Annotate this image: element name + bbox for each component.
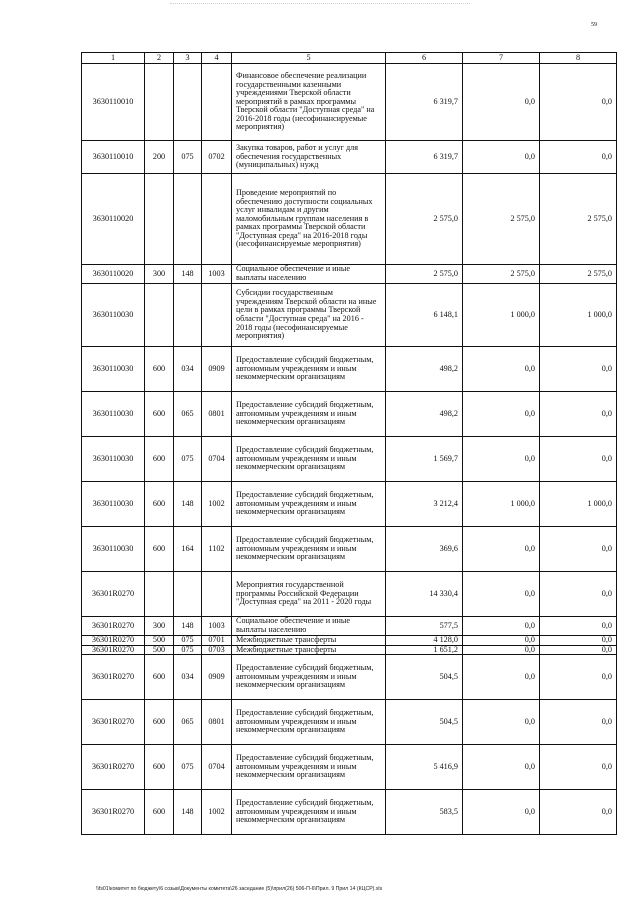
table-row	[82, 572, 617, 617]
expense-type-cell: 600	[145, 437, 174, 482]
expense-type-cell: 600	[145, 392, 174, 437]
description-cell: Предоставление субсидий бюджетным, автономным учреждениям и иным некоммерческим организациям	[232, 347, 386, 392]
table-row	[82, 645, 617, 655]
amount-cell: 6 319,7	[386, 141, 463, 174]
amount-cell: 0,0	[463, 790, 540, 835]
section-code-cell	[202, 64, 232, 141]
table-row	[82, 617, 617, 636]
amount-cell: 0,0	[463, 141, 540, 174]
department-code-cell: 148	[174, 790, 202, 835]
program-code-cell: 36301R0270	[82, 572, 145, 617]
amount-cell: 504,5	[386, 700, 463, 745]
table-row	[82, 437, 617, 482]
program-code-cell: 3630110010	[82, 141, 145, 174]
amount-cell: 1 000,0	[540, 482, 617, 527]
section-code-cell: 1003	[202, 265, 232, 284]
table-row	[82, 700, 617, 745]
amount-cell: 1 569,7	[386, 437, 463, 482]
department-code-cell: 065	[174, 392, 202, 437]
table-row	[82, 655, 617, 700]
amount-cell: 0,0	[540, 617, 617, 636]
department-code-cell: 148	[174, 482, 202, 527]
description-cell: Мероприятия государственной программы Российской Федерации "Доступная среда" на 2011 - 2020 годы	[232, 572, 386, 617]
table-body	[82, 53, 617, 835]
amount-cell: 4 128,0	[386, 636, 463, 646]
amount-cell: 2 575,0	[386, 265, 463, 284]
section-code-cell	[202, 174, 232, 265]
scan-artifact-dots	[170, 3, 470, 5]
amount-cell: 0,0	[463, 645, 540, 655]
expense-type-cell	[145, 572, 174, 617]
department-code-cell: 075	[174, 141, 202, 174]
amount-cell: 1 651,2	[386, 645, 463, 655]
department-code-cell: 164	[174, 527, 202, 572]
expense-type-cell: 600	[145, 655, 174, 700]
amount-cell: 0,0	[463, 64, 540, 141]
amount-cell: 498,2	[386, 347, 463, 392]
amount-cell: 0,0	[463, 392, 540, 437]
table-row	[82, 790, 617, 835]
department-code-cell: 075	[174, 645, 202, 655]
description-cell: Проведение мероприятий по обеспечению доступности социальных услуг инвалидам и другим маломобильным группам населения в рамках программы Тверской области "Доступная среда" на 2016-2018 годы (несофинансируемые мероприятия)	[232, 174, 386, 265]
amount-cell: 0,0	[540, 527, 617, 572]
department-code-cell: 065	[174, 700, 202, 745]
description-cell: Предоставление субсидий бюджетным, автономным учреждениям и иным некоммерческим организациям	[232, 392, 386, 437]
program-code-cell: 36301R0270	[82, 636, 145, 646]
description-cell: Финансовое обеспечение реализации государственными казенными учреждениями Тверской области мероприятий в рамках программы Тверской области "Доступная среда" на 2016-2018 годы (несофинансируемые мероприятия)	[232, 64, 386, 141]
expense-type-cell	[145, 174, 174, 265]
description-cell: Предоставление субсидий бюджетным, автономным учреждениям и иным некоммерческим организациям	[232, 700, 386, 745]
expense-type-cell: 600	[145, 347, 174, 392]
department-code-cell	[174, 174, 202, 265]
amount-cell: 0,0	[540, 745, 617, 790]
program-code-cell: 36301R0270	[82, 617, 145, 636]
department-code-cell: 148	[174, 617, 202, 636]
department-code-cell: 075	[174, 636, 202, 646]
expense-type-cell: 200	[145, 141, 174, 174]
description-cell: Предоставление субсидий бюджетным, автономным учреждениям и иным некоммерческим организациям	[232, 527, 386, 572]
column-number: 7	[463, 53, 540, 64]
amount-cell: 0,0	[540, 572, 617, 617]
amount-cell: 0,0	[463, 700, 540, 745]
description-cell: Предоставление субсидий бюджетным, автономным учреждениям и иным некоммерческим организациям	[232, 482, 386, 527]
column-number: 6	[386, 53, 463, 64]
section-code-cell: 0703	[202, 645, 232, 655]
description-cell: Социальное обеспечение и иные выплаты населению	[232, 265, 386, 284]
column-number: 8	[540, 53, 617, 64]
department-code-cell	[174, 64, 202, 141]
amount-cell: 1 000,0	[463, 284, 540, 347]
section-code-cell: 0702	[202, 141, 232, 174]
amount-cell: 0,0	[540, 392, 617, 437]
section-code-cell: 1002	[202, 790, 232, 835]
department-code-cell	[174, 572, 202, 617]
section-code-cell: 0704	[202, 745, 232, 790]
program-code-cell: 3630110030	[82, 482, 145, 527]
table-row	[82, 347, 617, 392]
column-number: 5	[232, 53, 386, 64]
expense-type-cell: 600	[145, 527, 174, 572]
expense-type-cell: 300	[145, 265, 174, 284]
description-cell: Предоставление субсидий бюджетным, автономным учреждениям и иным некоммерческим организациям	[232, 437, 386, 482]
column-number: 4	[202, 53, 232, 64]
amount-cell: 0,0	[463, 527, 540, 572]
program-code-cell: 36301R0270	[82, 655, 145, 700]
description-cell: Межбюджетные трансферты	[232, 645, 386, 655]
section-code-cell	[202, 284, 232, 347]
program-code-cell: 3630110020	[82, 174, 145, 265]
section-code-cell: 0701	[202, 636, 232, 646]
expense-type-cell	[145, 64, 174, 141]
section-code-cell: 0909	[202, 347, 232, 392]
budget-table	[81, 52, 617, 835]
amount-cell: 2 575,0	[540, 265, 617, 284]
amount-cell: 2 575,0	[540, 174, 617, 265]
program-code-cell: 3630110010	[82, 64, 145, 141]
amount-cell: 0,0	[463, 655, 540, 700]
amount-cell: 14 330,4	[386, 572, 463, 617]
department-code-cell	[174, 284, 202, 347]
program-code-cell: 36301R0270	[82, 645, 145, 655]
section-code-cell: 1002	[202, 482, 232, 527]
table-row	[82, 141, 617, 174]
amount-cell: 0,0	[540, 655, 617, 700]
section-code-cell: 0909	[202, 655, 232, 700]
file-path-footer: \\fs01\комитет по бюджету\6 созыв\Документы комитета\26 заседание (5)\прил(26) 506-П-6\Прил. 9 Прил 14 (КЦСР).xls	[96, 886, 383, 892]
amount-cell: 369,6	[386, 527, 463, 572]
expense-type-cell: 500	[145, 645, 174, 655]
amount-cell: 0,0	[463, 572, 540, 617]
amount-cell: 0,0	[463, 745, 540, 790]
table-row	[82, 284, 617, 347]
amount-cell: 3 212,4	[386, 482, 463, 527]
program-code-cell: 36301R0270	[82, 700, 145, 745]
amount-cell: 1 000,0	[540, 284, 617, 347]
section-code-cell: 0801	[202, 392, 232, 437]
table-row	[82, 482, 617, 527]
amount-cell: 0,0	[540, 700, 617, 745]
expense-type-cell: 600	[145, 745, 174, 790]
section-code-cell: 1102	[202, 527, 232, 572]
table-row	[82, 64, 617, 141]
amount-cell: 0,0	[540, 790, 617, 835]
column-number: 2	[145, 53, 174, 64]
amount-cell: 5 416,9	[386, 745, 463, 790]
expense-type-cell	[145, 284, 174, 347]
section-code-cell: 0801	[202, 700, 232, 745]
amount-cell: 0,0	[463, 636, 540, 646]
program-code-cell: 3630110030	[82, 392, 145, 437]
column-number-row	[82, 53, 617, 64]
amount-cell: 0,0	[540, 437, 617, 482]
amount-cell: 1 000,0	[463, 482, 540, 527]
amount-cell: 0,0	[540, 141, 617, 174]
amount-cell: 0,0	[463, 617, 540, 636]
amount-cell: 498,2	[386, 392, 463, 437]
description-cell: Предоставление субсидий бюджетным, автономным учреждениям и иным некоммерческим организациям	[232, 655, 386, 700]
program-code-cell: 36301R0270	[82, 745, 145, 790]
department-code-cell: 075	[174, 745, 202, 790]
amount-cell: 0,0	[540, 645, 617, 655]
department-code-cell: 034	[174, 347, 202, 392]
department-code-cell: 148	[174, 265, 202, 284]
department-code-cell: 034	[174, 655, 202, 700]
amount-cell: 0,0	[463, 347, 540, 392]
page-number: 59	[591, 22, 597, 28]
department-code-cell: 075	[174, 437, 202, 482]
expense-type-cell: 300	[145, 617, 174, 636]
table-row	[82, 745, 617, 790]
program-code-cell: 3630110030	[82, 437, 145, 482]
description-cell: Закупка товаров, работ и услуг для обеспечения государственных (муниципальных) нужд	[232, 141, 386, 174]
description-cell: Предоставление субсидий бюджетным, автономным учреждениям и иным некоммерческим организациям	[232, 745, 386, 790]
amount-cell: 6 148,1	[386, 284, 463, 347]
amount-cell: 0,0	[463, 437, 540, 482]
program-code-cell: 3630110030	[82, 527, 145, 572]
description-cell: Предоставление субсидий бюджетным, автономным учреждениям и иным некоммерческим организациям	[232, 790, 386, 835]
description-cell: Межбюджетные трансферты	[232, 636, 386, 646]
column-number: 1	[82, 53, 145, 64]
amount-cell: 2 575,0	[463, 265, 540, 284]
amount-cell: 0,0	[540, 64, 617, 141]
description-cell: Социальное обеспечение и иные выплаты населению	[232, 617, 386, 636]
amount-cell: 0,0	[540, 636, 617, 646]
section-code-cell: 0704	[202, 437, 232, 482]
table-row	[82, 392, 617, 437]
table-row	[82, 527, 617, 572]
expense-type-cell: 600	[145, 790, 174, 835]
program-code-cell: 3630110020	[82, 265, 145, 284]
program-code-cell: 36301R0270	[82, 790, 145, 835]
amount-cell: 0,0	[540, 347, 617, 392]
program-code-cell: 3630110030	[82, 284, 145, 347]
amount-cell: 2 575,0	[386, 174, 463, 265]
table-row	[82, 265, 617, 284]
table-row	[82, 636, 617, 646]
section-code-cell: 1003	[202, 617, 232, 636]
amount-cell: 6 319,7	[386, 64, 463, 141]
amount-cell: 577,5	[386, 617, 463, 636]
expense-type-cell: 500	[145, 636, 174, 646]
expense-type-cell: 600	[145, 700, 174, 745]
amount-cell: 583,5	[386, 790, 463, 835]
section-code-cell	[202, 572, 232, 617]
amount-cell: 2 575,0	[463, 174, 540, 265]
table-row	[82, 174, 617, 265]
program-code-cell: 3630110030	[82, 347, 145, 392]
column-number: 3	[174, 53, 202, 64]
description-cell: Субсидии государственным учреждениям Тверской области на иные цели в рамках программы Тверской области "Доступная среда" на 2016 - 2018 годы (несофинансируемые мероприятия)	[232, 284, 386, 347]
amount-cell: 504,5	[386, 655, 463, 700]
expense-type-cell: 600	[145, 482, 174, 527]
